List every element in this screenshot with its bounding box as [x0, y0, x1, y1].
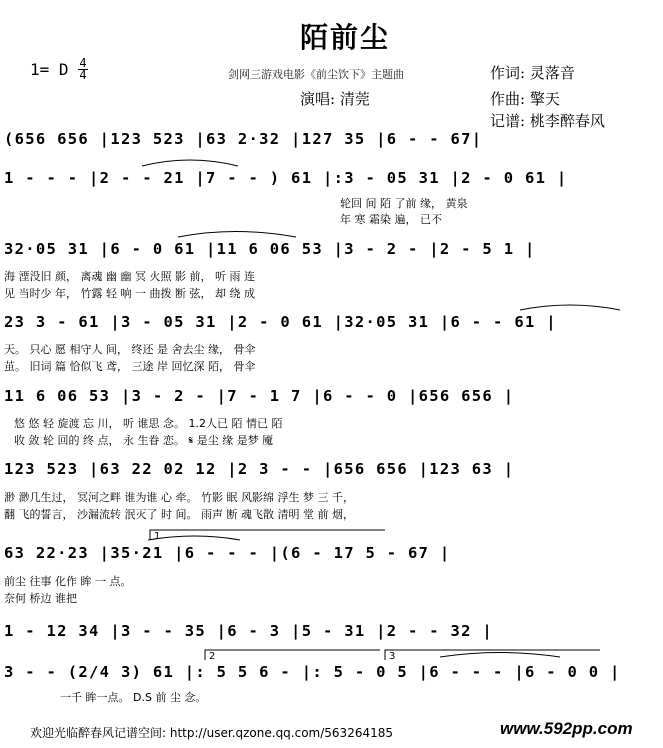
- score-row-1: (656 656 |123 523 |63 2·32 |127 35 |6 - - 67|: [4, 130, 483, 148]
- footer-text: 欢迎光临醉春风记谱空间: http://user.qzone.qq.com/563264185: [30, 726, 394, 740]
- lyricist-credit: 作词: 灵落音: [490, 64, 575, 82]
- lyrics-row-3-line-2: 见 当时少 年， 竹露 轻 响 一 曲拨 断 弦， 却 绕 成: [4, 287, 255, 300]
- score-row-7: 63 22·23 |35·21 |6 - - - |(6 - 17 5 - 67 |: [4, 544, 451, 562]
- lyrics-row-6-line-2: 翻 飞的誓言， 沙漏流转 泯灭了 时 间。 雨声 断 魂飞散 清明 堂 前 烟，: [4, 508, 354, 521]
- site-watermark[interactable]: www.592pp.com: [500, 719, 633, 738]
- lyrics-row-9-line-1: 一千 眸一点。 D.S 前 尘 念。: [60, 691, 207, 704]
- composer-credit: 作曲: 擎天: [490, 90, 560, 108]
- time-signature-top: 4: [79, 56, 87, 70]
- volta-number-1: 1: [154, 531, 161, 542]
- subtitle: 剑网三游戏电影《前尘饮下》主题曲: [228, 68, 404, 81]
- score-row-3: 32·05 31 |6 - 0 61 |11 6 06 53 |3 - 2 - |2 - 5 1 |: [4, 240, 536, 258]
- song-title: 陌前尘: [300, 21, 391, 54]
- lyrics-row-7-line-2: 奈何 桥边 谁把: [4, 592, 77, 605]
- slur: [142, 160, 238, 166]
- volta-bracket-1: [150, 530, 385, 540]
- time-signature-bottom: 4: [79, 68, 87, 82]
- key-signature: 1= D: [30, 60, 69, 79]
- lyrics-row-6-line-1: 渺 渺几生过， 冥河之畔 谁为谁 心 牵。 竹影 眠 风影绵 浮生 梦 三 千，: [4, 491, 354, 504]
- slur: [440, 653, 560, 658]
- score-row-2: 1 - - - |2 - - 21 |7 - - ) 61 |:3 - 05 31 |2 - 0 61 |: [4, 169, 568, 187]
- slur: [520, 305, 620, 310]
- volta-number-3: 3: [389, 651, 396, 662]
- score-row-9: 3 - - (2/4 3) 61 |: 5 5 6 - |: 5 - 0 5 |6 - - - |6 - 0 0 |: [4, 663, 621, 681]
- lyrics-row-5-line-1: 悠 悠 轻 旋渡 忘 川， 听 谁思 念。 1.2人已 陌 情已 陌: [14, 417, 283, 430]
- slur: [178, 232, 296, 238]
- lyrics-row-5-line-2: 收 敛 轮 回的 终 点， 永 生眷 恋。 𝄋 是尘 缘 是梦 魇: [14, 434, 274, 447]
- time-signature: [78, 58, 88, 81]
- slur: [148, 536, 240, 540]
- lyrics-row-3-line-1: 海 湮没旧 颜， 离魂 幽 幽 冥 火照 影 前， 听 雨 连: [4, 270, 255, 283]
- lyrics-row-4-line-1: 天。 只心 愿 相守人 间， 终还 是 舍去尘 缘， 骨伞: [4, 343, 256, 356]
- volta-bracket-3: [385, 650, 600, 660]
- score-row-5: 11 6 06 53 |3 - 2 - |7 - 1 7 |6 - - 0 |656 656 |: [4, 387, 515, 405]
- singer-credit: 演唱: 清莞: [300, 90, 370, 108]
- volta-number-2: 2: [209, 651, 216, 662]
- lyrics-row-2-line-1: 轮回 间 陌 了前 缘， 黄泉: [340, 197, 468, 210]
- lyrics-row-2-line-2: 年 寒 霜染 遍， 已不: [340, 213, 442, 226]
- volta-bracket-2: [205, 650, 380, 660]
- lyrics-row-7-line-1: 前尘 往事 化作 眸 一 点。: [4, 575, 132, 588]
- lyrics-row-4-line-2: 茧。 旧词 篇 恰似飞 鸢， 三途 岸 回忆深 陌， 骨伞: [4, 360, 256, 373]
- score-row-4: 23 3 - 61 |3 - 05 31 |2 - 0 61 |32·05 31 |6 - - 61 |: [4, 313, 557, 331]
- score-row-6: 123 523 |63 22 02 12 |2 3 - - |656 656 |123 63 |: [4, 460, 515, 478]
- score-row-8: 1 - 12 34 |3 - - 35 |6 - 3 |5 - 31 |2 - - 32 |: [4, 622, 494, 640]
- transcriber-credit: 记谱: 桃李醉春风: [490, 112, 605, 130]
